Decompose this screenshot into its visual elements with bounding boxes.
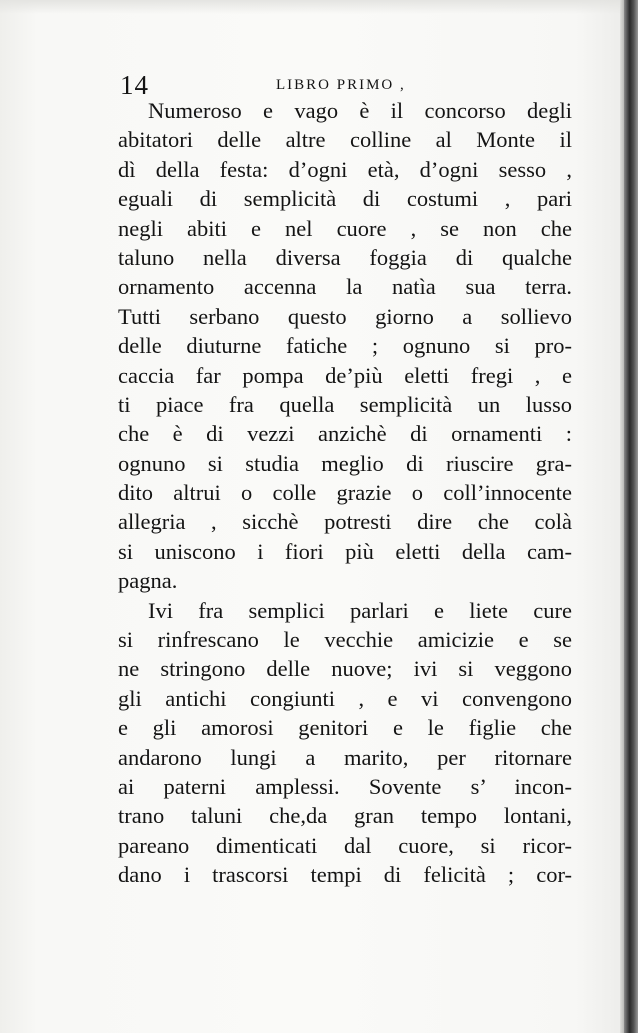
text-line: caccia far pompa de’più eletti fregi , e [118, 362, 572, 388]
text-line: dano i trascorsi tempi di felicità ; cor- [118, 862, 572, 888]
text-line: ognuno si studia meglio di riuscire gra- [118, 450, 572, 476]
body-text [118, 96, 572, 890]
text-line: dì della festa: d’ogni età, d’ogni sesso , [118, 156, 572, 182]
text-line: delle diuturne fatiche ; ognuno si pro- [118, 333, 572, 359]
running-head: LIBRO PRIMO , [276, 77, 406, 93]
text-line: abitatori delle altre colline al Monte il [118, 127, 572, 153]
text-line: Ivi fra semplici parlari e liete cure [148, 597, 572, 623]
text-line: negli abiti e nel cuore , se non che [118, 215, 572, 241]
text-line: trano taluni che,da gran tempo lontani, [118, 803, 572, 829]
text-line: Tutti serbano questo giorno a sollievo [118, 303, 572, 329]
text-line: e gli amorosi genitori e le figlie che [118, 715, 572, 741]
text-line: pareano dimenticati dal cuore, si ricor- [118, 832, 572, 858]
text-line: ai paterni amplessi. Sovente s’ incon- [118, 773, 572, 799]
text-line: che è di vezzi anzichè di ornamenti : [118, 421, 572, 447]
book-binding-edge [624, 0, 638, 1033]
text-line: Numeroso e vago è il concorso degli [148, 98, 572, 123]
text-line: andarono lungi a marito, per ritornare [118, 744, 572, 770]
text-line: dito altrui o colle grazie o coll’innocente [118, 480, 572, 506]
text-line: gli antichi congiunti , e vi convengono [118, 685, 572, 711]
text-line: ornamento accenna la natìa sua terra. [118, 274, 572, 300]
text-line: pagna. [118, 568, 178, 594]
text-line: si rinfrescano le vecchie amicizie e se [118, 627, 572, 653]
text-line: eguali di semplicità di costumi , pari [118, 186, 572, 212]
text-line: ne stringono delle nuove; ivi si veggono [118, 656, 572, 682]
text-line: allegria , sicchè potresti dire che colà [118, 509, 572, 535]
page-top-shadow [0, 0, 624, 14]
text-line: si uniscono i fiori più eletti della cam- [118, 538, 572, 564]
text-line: ti piace fra quella semplicità un lusso [118, 391, 572, 417]
text-line: taluno nella diversa foggia di qualche [118, 244, 572, 270]
page-number: 14 [120, 70, 149, 100]
